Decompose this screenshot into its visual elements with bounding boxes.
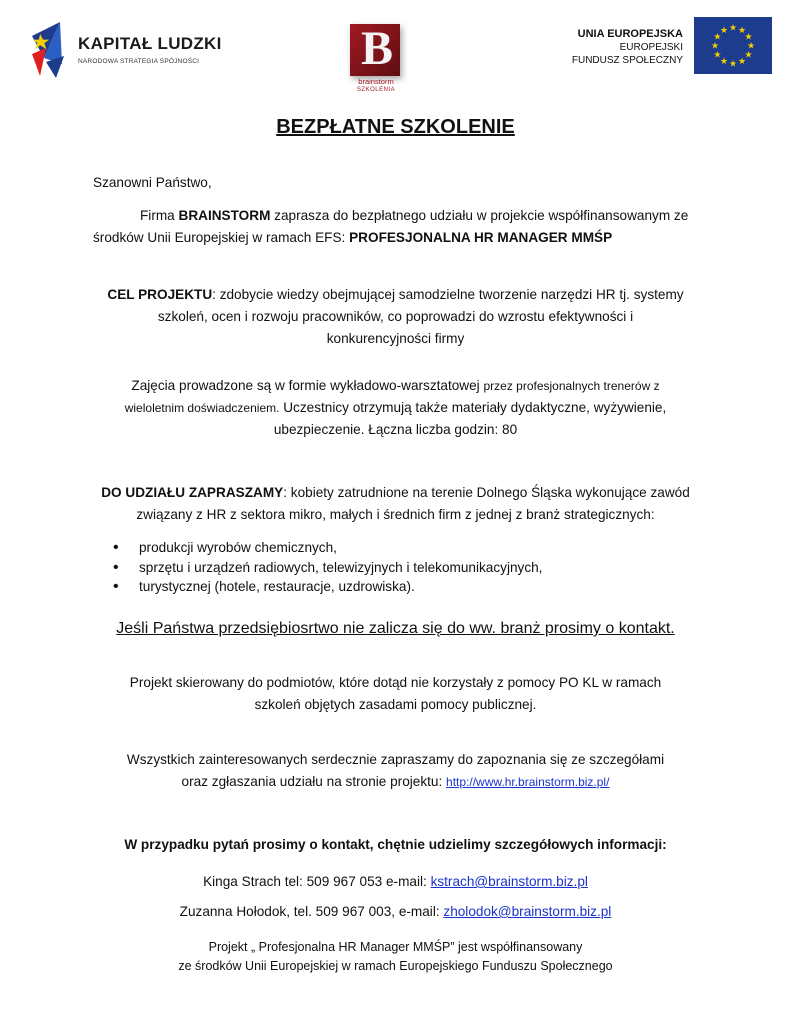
eu-line-3: FUNDUSZ SPOŁECZNY [571,55,683,66]
target-line-2: szkoleń objętych zasadami pomocy publicznej. [254,697,537,712]
brainstorm-logo-letter: B [361,22,394,75]
target-line-1: Projekt skierowany do podmiotów, które dotąd nie korzystały z pomocy PO KL w ramach [129,675,662,690]
project-name: PROFESJONALNA HR MANAGER MMŚP [349,230,613,245]
goal-line-2: szkoleń, ocen i rozwoju pracowników, co poprowadzi do wzrostu efektywności i [157,309,634,324]
classes-paragraph [0,375,791,441]
classes-line-2b: Uczestnicy otrzymują także materiały dydaktyczne, wyżywienie, [279,400,667,415]
project-website-link[interactable]: http://www.hr.brainstorm.biz.pl/ [446,775,610,789]
eu-star-icon: ★ [713,49,722,60]
footer-note [0,938,791,976]
eu-line-1: UNIA EUROPEJSKA [577,28,683,40]
contact-1-email-link[interactable]: kstrach@brainstorm.biz.pl [430,874,588,889]
goal-line-1: : zdobycie wiedzy obejmującej samodzielne tworzenie narzędzi HR tj. systemy [212,287,684,302]
eu-text-block [572,28,683,67]
kapital-ludzki-emblem-icon [30,18,66,80]
eu-star-icon: ★ [710,40,720,51]
eu-star-icon: ★ [728,58,738,69]
eu-star-icon: ★ [728,22,738,33]
invite-line-1: : kobiety zatrudnione na terenie Dolnego Śląska wykonujące zawód [283,485,690,500]
intro-text-c: środków Unii Europejskiej w ramach EFS: [93,230,350,245]
intro-text-b: zaprasza do bezpłatnego udziału w projekcie współfinansowanym ze [270,208,689,223]
eu-star-icon: ★ [746,40,756,51]
register-paragraph [0,749,791,793]
company-name: BRAINSTORM [178,208,271,223]
list-item: • produkcji wyrobów chemicznych, [113,538,542,558]
eu-star-icon: ★ [744,31,753,42]
kapital-ludzki-title: KAPITAŁ LUDZKI [78,34,222,53]
contact-row [0,901,791,923]
sector-list [113,538,542,597]
document-title: BEZPŁATNE SZKOLENIE [276,116,515,138]
register-line-2: oraz zgłaszania udziału na stronie projektu: [181,774,447,789]
greeting: Szanowni Państwo, [93,175,212,190]
contact-row [0,871,791,893]
eu-star-icon: ★ [737,56,747,67]
eu-star-icon: ★ [744,49,753,60]
eu-line-2: EUROPEJSKI [619,42,683,53]
eu-flag-icon [694,17,772,74]
classes-line-2a: wieloletnim doświadczeniem. [124,401,280,415]
footer-line-2: ze środków Unii Europejskiej w ramach Europejskiego Funduszu Społecznego [178,959,613,973]
footer-line-1: Projekt „ Profesjonalna HR Manager MMŚP” jest współfinansowany [208,940,583,954]
brainstorm-logo-box [350,24,400,76]
contact-2-email-link[interactable]: zholodok@brainstorm.biz.pl [443,904,612,919]
intro-text-a: Firma [140,208,179,223]
invite-line-2: związany z HR z sektora mikro, małych i średnich firm z jednej z branż strategicznych: [136,507,655,522]
eu-star-icon: ★ [737,24,747,35]
kapital-ludzki-subtitle: NARODOWA STRATEGIA SPÓJNOŚCI [78,58,200,65]
eu-star-icon: ★ [713,31,722,42]
eu-star-icon: ★ [719,24,729,35]
invite-paragraph [0,482,791,526]
list-item: • turystycznej (hotele, restauracje, uzdrowiska). [113,577,542,597]
list-item: • sprzętu i urządzeń radiowych, telewizyjnych i telekomunikacyjnych, [113,558,542,578]
intro-paragraph [93,205,713,249]
goal-line-3: konkurencyjności firmy [326,331,465,346]
goal-label: CEL PROJEKTU [107,287,213,302]
contact-note: Jeśli Państwa przedsiębiosrtwo nie zalicza się do ww. branż prosimy o kontakt. [116,620,675,637]
classes-line-1b: przez profesjonalnych trenerów z [483,379,660,393]
questions-heading [0,834,791,856]
invite-label: DO UDZIAŁU ZAPRASZAMY [101,485,284,500]
goal-paragraph [0,284,791,350]
brainstorm-logo-sub: SZKOLENIA [356,87,396,93]
contact-2-text: Zuzanna Hołodok, tel. 509 967 003, e-mail: [179,904,444,919]
classes-line-3: ubezpieczenie. Łączna liczba godzin: 80 [273,422,518,437]
eu-star-icon: ★ [719,56,729,67]
brainstorm-logo-word: brainstorm [358,77,394,86]
register-line-1: Wszystkich zainteresowanych serdecznie zapraszamy do zapoznania się ze szczegółami [126,752,665,767]
questions-text: W przypadku pytań prosimy o kontakt, chętnie udzielimy szczegółowych informacji: [124,837,667,852]
classes-line-1a: Zajęcia prowadzone są w formie wykładowo-warsztatowej [131,378,484,393]
contact-1-text: Kinga Strach tel: 509 967 053 e-mail: [203,874,431,889]
brainstorm-logo [346,20,412,100]
target-paragraph [0,672,791,716]
kapital-ludzki-logo [30,18,230,80]
